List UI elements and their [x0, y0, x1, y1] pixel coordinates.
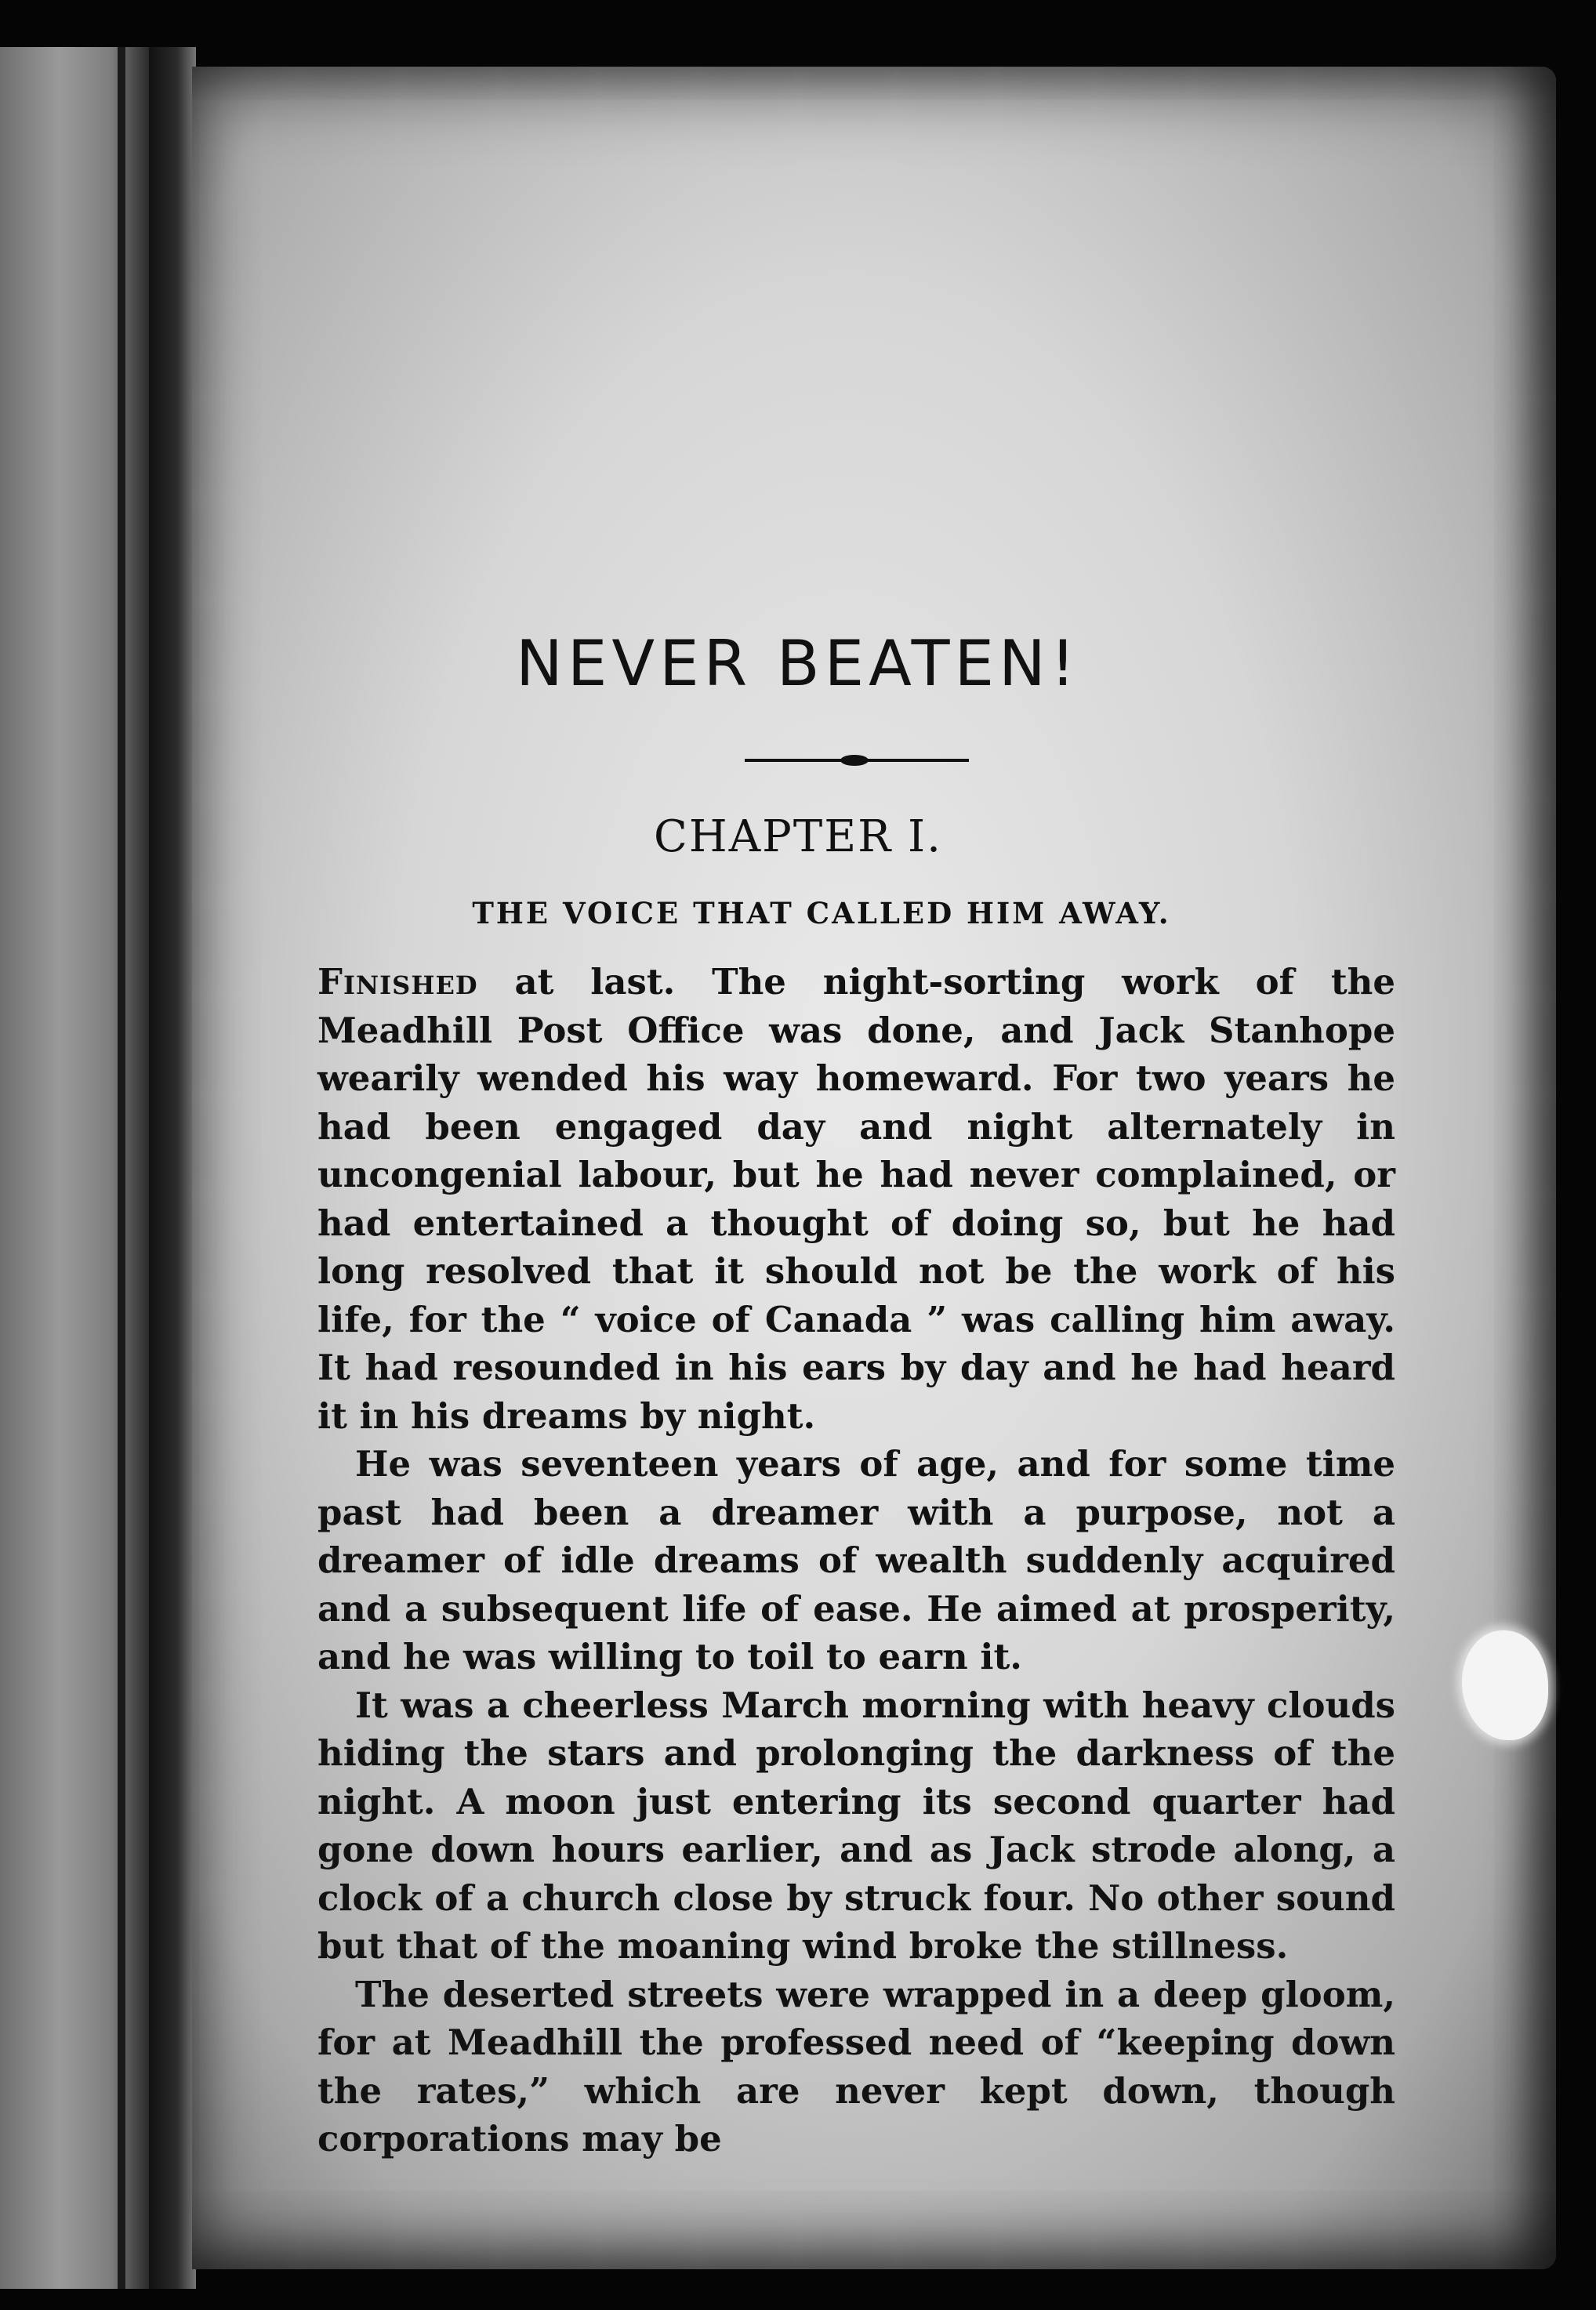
paragraph-lead-word: Finished [317, 961, 478, 1003]
chapter-body [317, 958, 1395, 2163]
chapter-subtitle: THE VOICE THAT CALLED HIM AWAY. [472, 896, 1171, 930]
paragraph-4: The deserted streets were wrapped in a deep gloom, for at Meadhill the professed need of “keeping down the rates,” which are never kept down, though corporations may be [317, 1973, 1395, 2160]
book-spine [118, 47, 125, 2289]
ornament-divider [745, 751, 969, 770]
paragraph-text: at last. The night-sorting work of the Meadhill Post Office was done, and Jack Stanhope wearily wended his way homeward. For two years he had been engaged day and night alternately in uncongenial labour, but he had never complained, or had entertained a thought of doing so, but he had long resolved that it should not be the work of his life, for the “ voice of Canada ” was calling him away. It had resounded in his ears by day and he had heard it in his dreams by night. [317, 961, 1395, 1437]
paragraph-2: He was seventeen years of age, and for some time past had been a dreamer with a purpose, not a dreamer of idle dreams of wealth suddenly acquired and a subsequent life of ease. He aimed at prosperity, and he was willing to toil to earn it. [317, 1443, 1395, 1677]
left-page-edge [0, 47, 149, 2289]
chapter-heading: CHAPTER I. [654, 811, 942, 862]
paragraph-3: It was a cheerless March morning with heavy clouds hiding the stars and prolonging the darkness of the night. A moon just entering its second quarter had gone down hours earlier, and as Jack strode along, a clock of a church close by struck four. No other sound but that of the moaning wind broke the stillness. [317, 1684, 1395, 1967]
book-title: NEVER BEATEN! [516, 627, 1080, 700]
paragraph-1 [317, 958, 1395, 1440]
spine-shadow [149, 47, 196, 2289]
